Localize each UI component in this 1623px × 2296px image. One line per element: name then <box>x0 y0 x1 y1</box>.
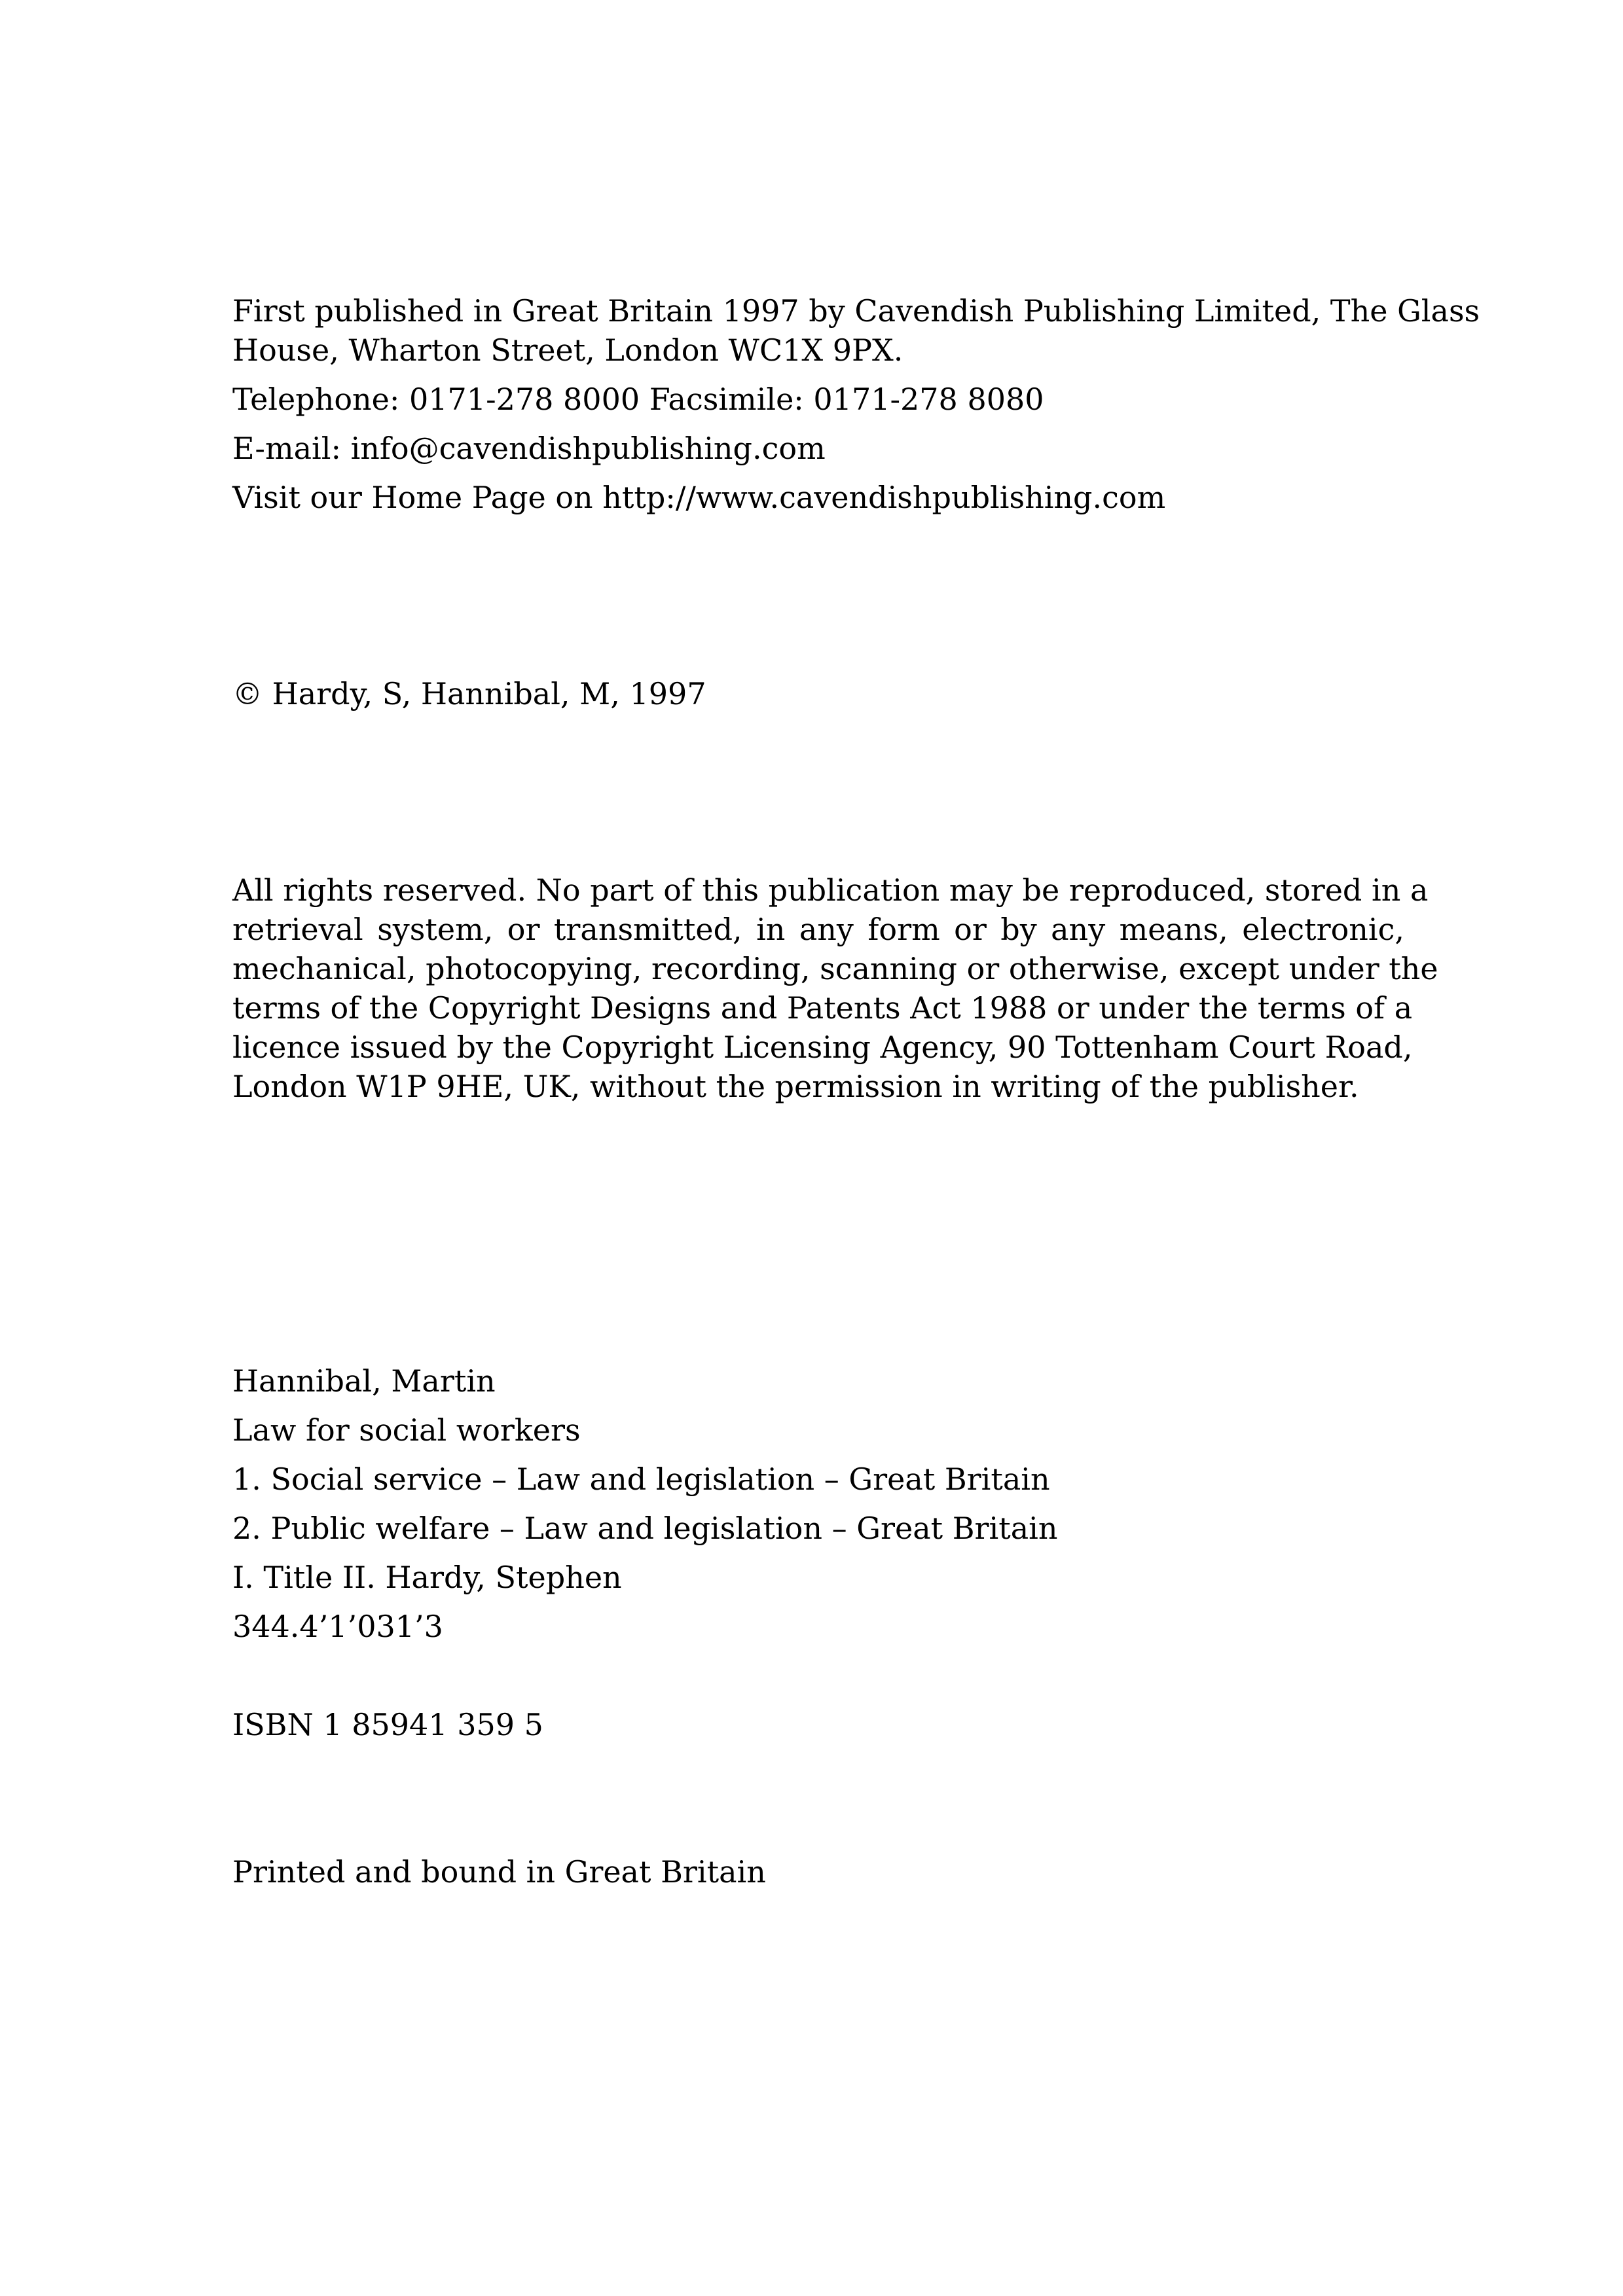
catalogue-classification: 344.4’1’031’3 <box>232 1609 443 1644</box>
first-published-line-1: First published in Great Britain 1997 by Cavendish Publishing Limited, The Glass <box>232 293 1480 329</box>
rights-notice <box>232 870 1438 1106</box>
rights-notice-line: mechanical, photocopying, recording, scanning or otherwise, except under the <box>232 951 1438 986</box>
isbn-line: ISBN 1 85941 359 5 <box>232 1707 543 1742</box>
catalogue-subject-1: 1. Social service – Law and legislation – Great Britain <box>232 1462 1050 1497</box>
homepage-line: Visit our Home Page on http://www.cavendishpublishing.com <box>232 480 1166 515</box>
telephone-line: Telephone: 0171-278 8000 Facsimile: 0171-278 8080 <box>232 382 1044 417</box>
rights-notice-line: terms of the Copyright Designs and Patents Act 1988 or under the terms of a <box>232 990 1413 1026</box>
first-published-line-2: House, Wharton Street, London WC1X 9PX. <box>232 332 903 368</box>
catalogue-author: Hannibal, Martin <box>232 1363 496 1399</box>
email-line: E-mail: info@cavendishpublishing.com <box>232 431 826 466</box>
rights-notice-line: All rights reserved. No part of this publication may be reproduced, stored in a <box>232 872 1429 908</box>
rights-notice-line: London W1P 9HE, UK, without the permission in writing of the publisher. <box>232 1069 1359 1104</box>
catalogue-added-entries: I. Title II. Hardy, Stephen <box>232 1560 622 1595</box>
printed-line: Printed and bound in Great Britain <box>232 1854 766 1890</box>
catalogue-title: Law for social workers <box>232 1412 581 1448</box>
rights-notice-line: licence issued by the Copyright Licensing Agency, 90 Tottenham Court Road, <box>232 1030 1413 1065</box>
rights-notice-line: retrieval system, or transmitted, in any form or by any means, electronic, <box>232 912 1404 947</box>
copyright-line: © Hardy, S, Hannibal, M, 1997 <box>232 676 706 711</box>
catalogue-subject-2: 2. Public welfare – Law and legislation – Great Britain <box>232 1511 1058 1546</box>
